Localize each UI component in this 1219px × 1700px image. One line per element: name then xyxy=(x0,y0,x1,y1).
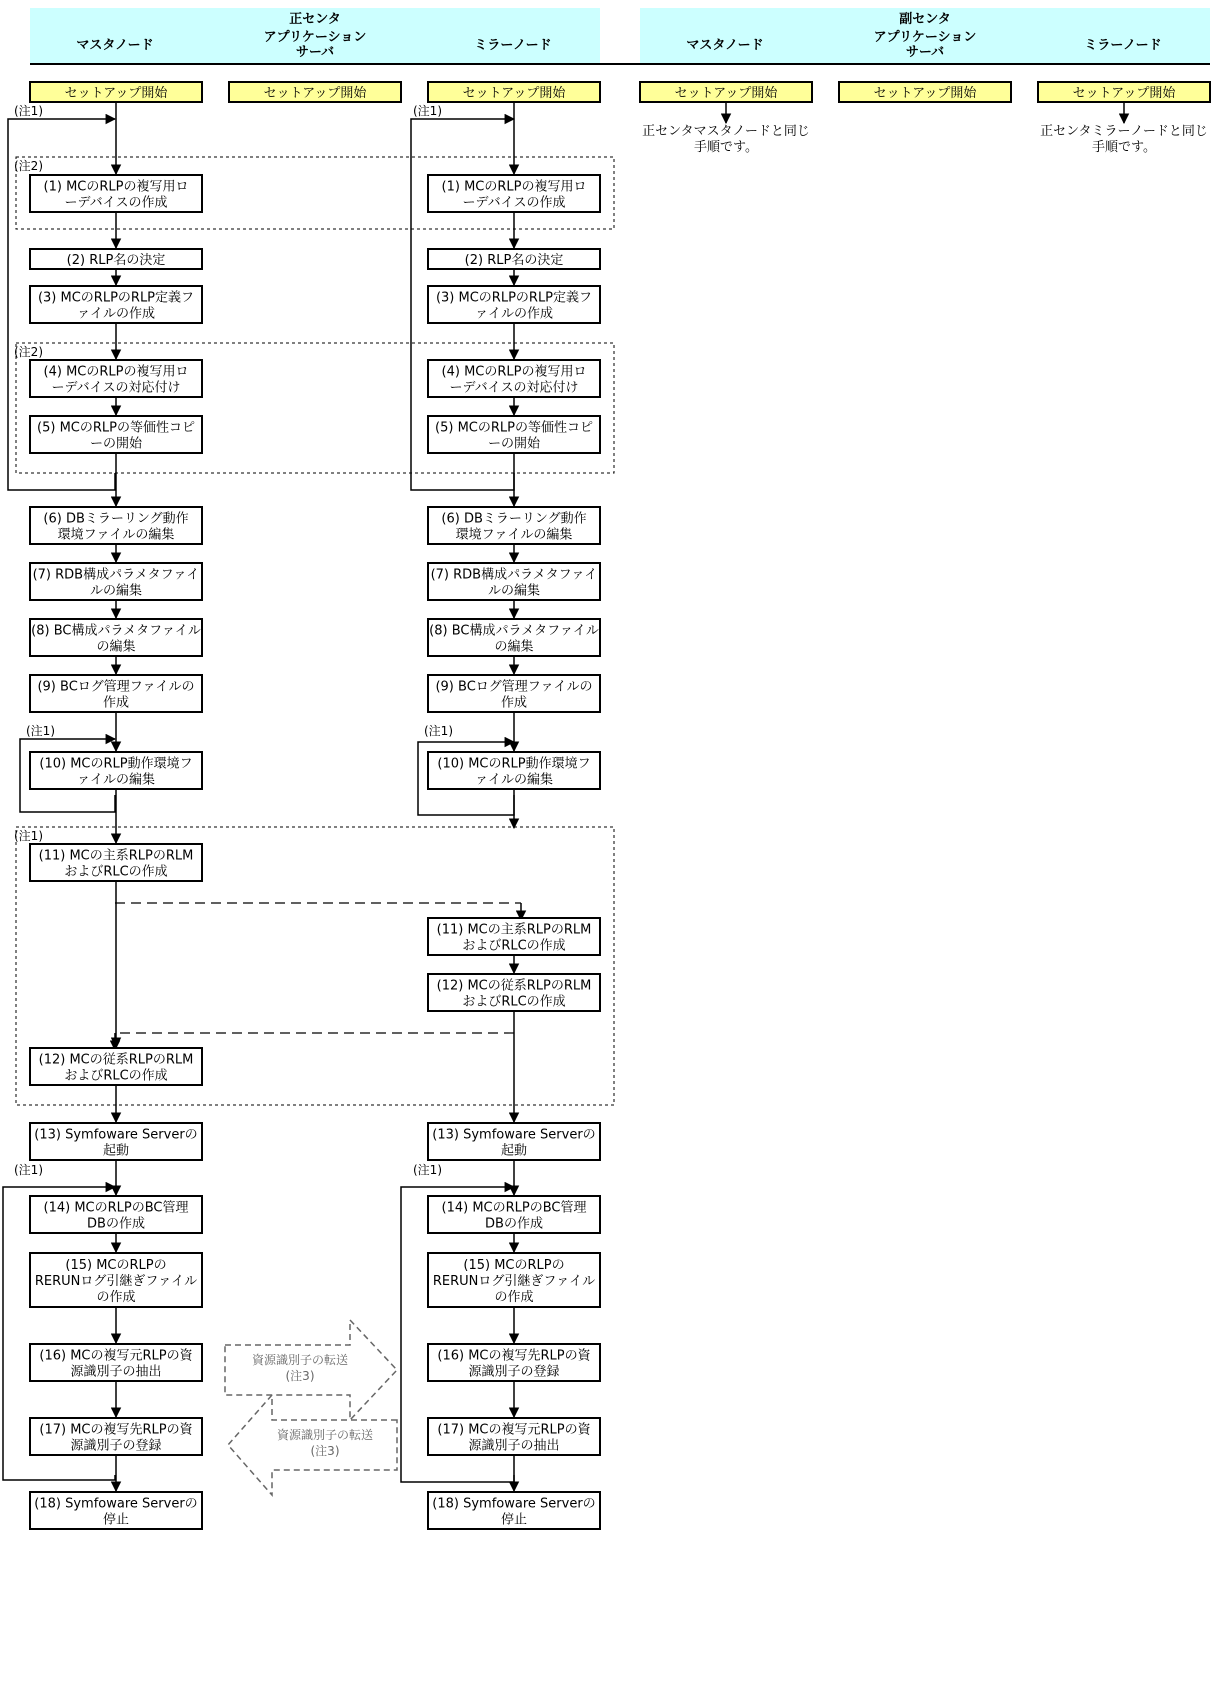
secondary-app-server-header-line2: サーバ xyxy=(905,45,945,60)
mirror-step-3-text: (3) MCのRLPのRLP定義フ xyxy=(435,290,593,306)
master-step-7-text: ルの編集 xyxy=(89,583,143,599)
master-step-16-text: (16) MCの複写元RLPの資 xyxy=(39,1348,193,1364)
master-step-18-text: 停止 xyxy=(102,1512,130,1528)
secondary-mirror-note-line1: 正センタミラーノードと同じ xyxy=(1040,124,1208,139)
master-step-16-text: 源識別子の抽出 xyxy=(70,1364,162,1380)
master-step-13-text: 起動 xyxy=(102,1143,130,1159)
master-step-11-text: およびRLCの作成 xyxy=(64,864,168,880)
note-label-1a: (注1) xyxy=(14,104,43,118)
secondary-master-note-line2: 手順です。 xyxy=(694,140,758,155)
mirror-step-1-text: (1) MCのRLPの複写用ロ xyxy=(441,179,587,195)
primary-master-node-header: マスタノード xyxy=(76,38,154,53)
primary-app-server-header-line1: アプリケーション xyxy=(263,30,367,45)
secondary-master-note-line1: 正センタマスタノードと同じ xyxy=(642,124,810,139)
mirror-step-15-text: の作成 xyxy=(494,1290,534,1305)
mirror-step-15-text: RERUNログ引継ぎファイル xyxy=(432,1274,596,1289)
secondary-master-node-header: マスタノード xyxy=(686,38,764,53)
mirror-step-9-text: (9) BCログ管理ファイルの xyxy=(435,679,593,695)
mirror-step-4-text: ーデバイスの対応付け xyxy=(449,380,579,396)
master-step-8-text: (8) BC構成パラメタファイル xyxy=(31,623,201,639)
mirror-step-16-text: 源識別子の登録 xyxy=(468,1364,560,1380)
master-step-17-text: 源識別子の登録 xyxy=(70,1438,162,1454)
master-step-15-text: RERUNログ引継ぎファイル xyxy=(34,1274,198,1289)
mirror-step-14-text: DBの作成 xyxy=(485,1216,543,1232)
master-step-15-text: の作成 xyxy=(96,1290,136,1305)
note-label-1g: (注1) xyxy=(413,1163,442,1177)
note-label-1f: (注1) xyxy=(14,1163,43,1177)
start-primary-app-label: セットアップ開始 xyxy=(263,86,367,101)
master-step-18-text: (18) Symfoware Serverの xyxy=(34,1496,198,1512)
mirror-step-10-text: (10) MCのRLP動作環境フ xyxy=(437,756,591,772)
start-secondary-master-label: セットアップ開始 xyxy=(674,86,778,101)
secondary-mirror-note-line2: 手順です。 xyxy=(1092,140,1156,155)
mirror-step-7-text: (7) RDB構成パラメタファイ xyxy=(430,567,598,583)
master-step-5-text: (5) MCのRLPの等価性コピ xyxy=(37,420,195,436)
mirror-step-11-text: およびRLCの作成 xyxy=(462,938,566,954)
mirror-step-5-text: (5) MCのRLPの等価性コピ xyxy=(435,420,593,436)
secondary-mirror-node-header: ミラーノード xyxy=(1084,38,1162,53)
note-label-2b: (注2) xyxy=(14,345,43,359)
secondary-center-title: 副センタ xyxy=(899,12,951,27)
note-label-1e: (注1) xyxy=(14,829,43,843)
master-step-8-text: の編集 xyxy=(96,639,136,655)
mirror-step-12-text: およびRLCの作成 xyxy=(462,994,566,1010)
start-secondary-mirror-label: セットアップ開始 xyxy=(1072,86,1176,101)
mirror-step-17-text: (17) MCの複写元RLPの資 xyxy=(437,1422,591,1438)
note-label-2a: (注2) xyxy=(14,159,43,173)
mirror-step-8-text: (8) BC構成パラメタファイル xyxy=(429,623,599,639)
mirror-step-13-text: 起動 xyxy=(500,1143,528,1159)
mirror-step-4-text: (4) MCのRLPの複写用ロ xyxy=(441,364,587,380)
master-step-12-text: およびRLCの作成 xyxy=(64,1068,168,1084)
primary-center-title: 正センタ xyxy=(289,12,341,27)
master-step-3-text: ァイルの作成 xyxy=(76,306,156,322)
mirror-step-12-text: (12) MCの従系RLPのRLM xyxy=(436,978,592,994)
mirror-step-13-text: (13) Symfoware Serverの xyxy=(432,1127,596,1143)
mirror-step-18-text: (18) Symfoware Serverの xyxy=(432,1496,596,1512)
start-primary-mirror-label: セットアップ開始 xyxy=(462,86,566,101)
mirror-step-8-text: の編集 xyxy=(494,639,534,655)
master-step-2-text: (2) RLP名の決定 xyxy=(66,253,166,268)
master-step-5-text: ーの開始 xyxy=(89,436,143,452)
mirror-step-7-text: ルの編集 xyxy=(487,583,541,599)
mirror-step-10-text: ァイルの編集 xyxy=(474,772,554,788)
master-step-1-text: (1) MCのRLPの複写用ロ xyxy=(43,179,189,195)
master-step-10-text: (10) MCのRLP動作環境フ xyxy=(39,756,193,772)
start-secondary-app-label: セットアップ開始 xyxy=(873,86,977,101)
primary-mirror-node-header: ミラーノード xyxy=(474,38,552,53)
master-step-6-text: (6) DBミラーリング動作 xyxy=(43,511,189,527)
master-step-9-text: (9) BCログ管理ファイルの xyxy=(37,679,195,695)
steps-layer xyxy=(30,102,600,1529)
note-label-1c: (注1) xyxy=(26,724,55,738)
start-primary-master-label: セットアップ開始 xyxy=(64,86,168,101)
note-label-1b: (注1) xyxy=(413,104,442,118)
transfer-left-note: (注3) xyxy=(310,1444,340,1458)
mirror-step-6-text: 環境ファイルの編集 xyxy=(455,527,573,543)
primary-app-server-header-line2: サーバ xyxy=(295,45,335,60)
mirror-step-11-text: (11) MCの主系RLPのRLM xyxy=(436,922,592,938)
mirror-step-17-text: 源識別子の抽出 xyxy=(468,1438,560,1454)
mirror-step-2-text: (2) RLP名の決定 xyxy=(464,253,564,268)
secondary-app-server-header-line1: アプリケーション xyxy=(873,30,977,45)
master-step-3-text: (3) MCのRLPのRLP定義フ xyxy=(37,290,195,306)
master-step-9-text: 作成 xyxy=(102,695,130,711)
mirror-step-15-text: (15) MCのRLPの xyxy=(463,1258,565,1273)
mirror-step-14-text: (14) MCのRLPのBC管理 xyxy=(441,1200,587,1216)
mirror-step-18-text: 停止 xyxy=(500,1512,528,1528)
master-step-1-text: ーデバイスの作成 xyxy=(64,195,168,211)
transfer-right-note: (注3) xyxy=(285,1369,315,1383)
master-step-11-text: (11) MCの主系RLPのRLM xyxy=(38,848,194,864)
master-step-6-text: 環境ファイルの編集 xyxy=(57,527,175,543)
mirror-step-16-text: (16) MCの複写先RLPの資 xyxy=(437,1348,591,1364)
transfer-left-label: 資源識別子の転送 xyxy=(276,1428,374,1442)
master-step-13-text: (13) Symfoware Serverの xyxy=(34,1127,198,1143)
mirror-step-3-text: ァイルの作成 xyxy=(474,306,554,322)
master-step-14-text: (14) MCのRLPのBC管理 xyxy=(43,1200,189,1216)
master-step-7-text: (7) RDB構成パラメタファイ xyxy=(32,567,200,583)
mirror-step-5-text: ーの開始 xyxy=(487,436,541,452)
master-step-12-text: (12) MCの従系RLPのRLM xyxy=(38,1052,194,1068)
master-step-4-text: ーデバイスの対応付け xyxy=(51,380,181,396)
mirror-step-6-text: (6) DBミラーリング動作 xyxy=(441,511,587,527)
master-step-14-text: DBの作成 xyxy=(87,1216,145,1232)
mirror-step-9-text: 作成 xyxy=(500,695,528,711)
master-step-10-text: ァイルの編集 xyxy=(76,772,156,788)
master-step-17-text: (17) MCの複写先RLPの資 xyxy=(39,1422,193,1438)
note-label-1d: (注1) xyxy=(424,724,453,738)
transfer-right-label: 資源識別子の転送 xyxy=(251,1353,349,1367)
master-step-4-text: (4) MCのRLPの複写用ロ xyxy=(43,364,189,380)
master-step-15-text: (15) MCのRLPの xyxy=(65,1258,167,1273)
mirror-step-1-text: ーデバイスの作成 xyxy=(462,195,566,211)
